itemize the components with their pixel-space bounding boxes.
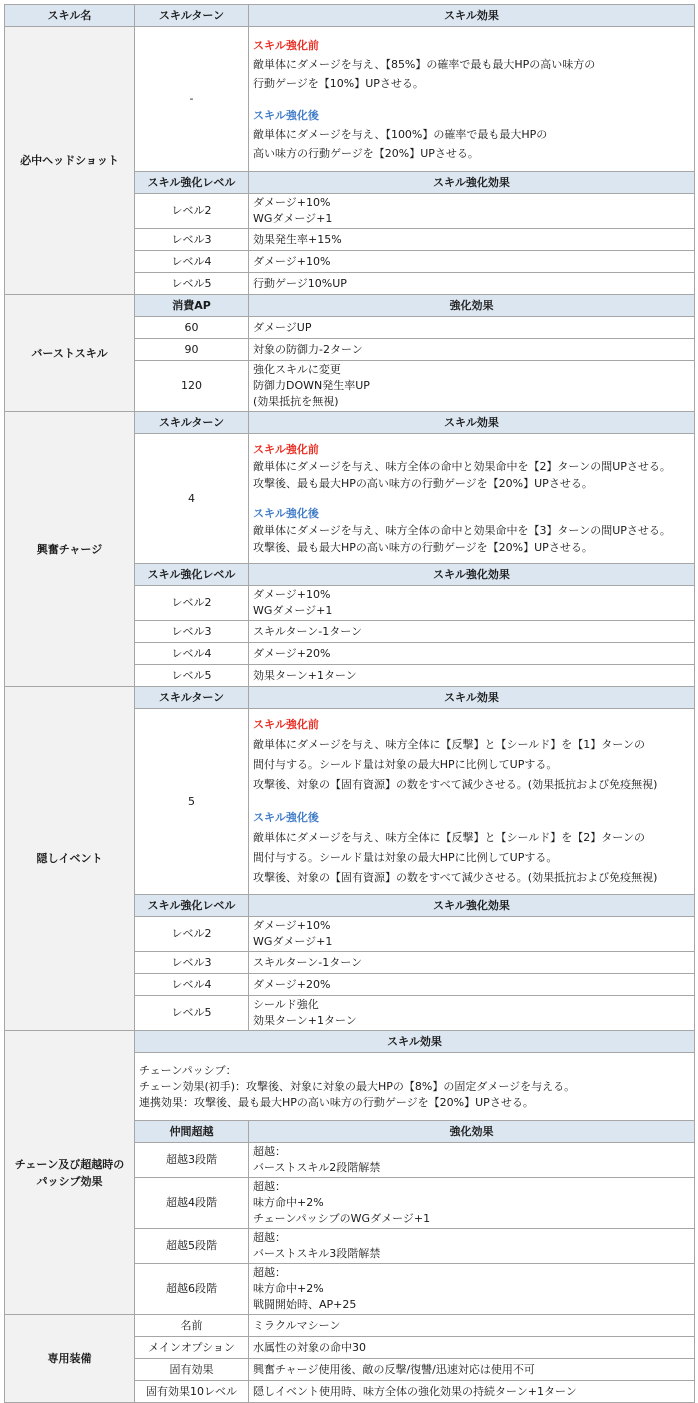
s2-turn-header: スキルターン <box>135 412 249 434</box>
header-skill-turn: スキルターン <box>135 5 249 27</box>
effect-line: 効果ターン+1ターン <box>253 1014 357 1027</box>
s1-level-effect: 行動ゲージ10%UP <box>249 273 695 295</box>
passive-text <box>135 1053 695 1121</box>
s3-after-line: 敵単体にダメージを与え、味方全体に【反撃】と【シールド】を【2】ターンの <box>253 831 645 844</box>
passive-header-row <box>5 1031 695 1053</box>
passive-text-line: 連携効果：攻撃後、最も最大HPの高い味方の行動ゲージを【20%】UPさせる。 <box>139 1095 534 1109</box>
passive-stage-header: 仲間超越 <box>135 1121 249 1143</box>
burst-ap: 60 <box>135 317 249 339</box>
effect-line: 戦闘開始時、AP+25 <box>253 1298 357 1311</box>
s1-level-effect: ダメージ+10% <box>249 251 695 273</box>
passive-stage: 超越5段階 <box>135 1229 249 1264</box>
s1-level-effect <box>249 194 695 229</box>
s2-level-effect <box>249 586 695 621</box>
s1-main-row <box>5 27 695 172</box>
s3-level-effect-header: スキル強化効果 <box>249 895 695 917</box>
s3-after-label: スキル強化後 <box>253 811 319 824</box>
burst-ap-header: 消費AP <box>135 295 249 317</box>
spacer <box>253 93 690 106</box>
s3-before-line: 敵単体にダメージを与え、味方全体に【反撃】と【シールド】を【1】ターンの <box>253 738 645 751</box>
s1-level-effect: 効果発生率+15% <box>249 229 695 251</box>
passive-name-line: パッシブ効果 <box>36 1174 103 1188</box>
s3-effect-header: スキル効果 <box>249 687 695 709</box>
s2-level-effect: ダメージ+20% <box>249 643 695 665</box>
effect-line: シールド強化 <box>253 998 319 1011</box>
effect-line: ダメージ+10% <box>253 919 331 932</box>
burst-ap: 120 <box>135 361 249 412</box>
passive-stage-effect-header: 強化効果 <box>249 1121 695 1143</box>
effect-line: WGダメージ+1 <box>253 212 333 225</box>
effect-line: 強化スキルに変更 <box>253 363 341 376</box>
s1-before-line: 行動ゲージを【10%】UPさせる。 <box>253 76 424 90</box>
passive-text-line: チェーン効果(初手)：攻撃後、対象に対象の最大HPの【8%】の固定ダメージを与える。 <box>139 1079 576 1093</box>
gear-value: 興奮チャージ使用後、敵の反撃/復讐/迅速対応は使用不可 <box>249 1359 695 1381</box>
s2-level: レベル4 <box>135 643 249 665</box>
effect-line: バーストスキル2段階解禁 <box>253 1161 381 1174</box>
s3-effect <box>249 709 695 895</box>
s2-turn: 4 <box>135 434 249 564</box>
s1-before-line: 敵単体にダメージを与え、【85%】の確率で最も最大HPの高い味方の <box>253 57 596 71</box>
s1-level: レベル3 <box>135 229 249 251</box>
s1-level: レベル5 <box>135 273 249 295</box>
table-header-row <box>5 5 695 27</box>
passive-name <box>5 1031 135 1315</box>
s1-after-line: 敵単体にダメージを与え、【100%】の確率で最も最大HPの <box>253 127 548 141</box>
burst-header-row <box>5 295 695 317</box>
passive-stage-effect <box>249 1178 695 1229</box>
effect-line: WGダメージ+1 <box>253 604 333 617</box>
s2-level-effect: スキルターン-1ターン <box>249 621 695 643</box>
s3-turn-header: スキルターン <box>135 687 249 709</box>
passive-text-line: チェーンパッシブ： <box>139 1063 237 1077</box>
s1-before-label: スキル強化前 <box>253 38 319 52</box>
s3-after-line: 攻撃後、対象の【固有資源】の数をすべて減少させる。(効果抵抗および免疫無視) <box>253 871 658 884</box>
gear-key: 名前 <box>135 1315 249 1337</box>
effect-line: ダメージ+10% <box>253 196 331 209</box>
s2-level-effect-header: スキル強化効果 <box>249 564 695 586</box>
s3-before-line: 攻撃後、対象の【固有資源】の数をすべて減少させる。(効果抵抗および免疫無視) <box>253 778 658 791</box>
s3-after-line: 間付与する。シールド量は対象の最大HPに比例してUPする。 <box>253 851 558 864</box>
s1-effect <box>249 27 695 172</box>
s1-level-effect-header: スキル強化効果 <box>249 172 695 194</box>
s2-level-header: スキル強化レベル <box>135 564 249 586</box>
effect-line: 味方命中+2% <box>253 1196 324 1209</box>
s3-level-effect: スキルターン-1ターン <box>249 952 695 974</box>
effect-line: 超越： <box>253 1266 286 1279</box>
s2-level: レベル3 <box>135 621 249 643</box>
effect-line: チェーンパッシブのWGダメージ+1 <box>253 1212 431 1225</box>
s1-level: レベル4 <box>135 251 249 273</box>
s2-effect <box>249 434 695 564</box>
s3-level-effect: ダメージ+20% <box>249 974 695 996</box>
s3-level: レベル4 <box>135 974 249 996</box>
effect-line: (効果抵抗を無視) <box>253 395 339 408</box>
s3-before-line: 間付与する。シールド量は対象の最大HPに比例してUPする。 <box>253 758 558 771</box>
passive-stage-effect <box>249 1143 695 1178</box>
s2-effect-header: スキル効果 <box>249 412 695 434</box>
passive-stage: 超越6段階 <box>135 1264 249 1315</box>
s3-level-effect <box>249 917 695 952</box>
effect-line: 超越： <box>253 1231 286 1244</box>
s1-name: 必中ヘッドショット <box>5 27 135 295</box>
s2-header-row <box>5 412 695 434</box>
spacer <box>253 492 690 505</box>
s1-after-label: スキル強化後 <box>253 108 319 122</box>
burst-effect <box>249 361 695 412</box>
passive-name-line: チェーン及び超越時の <box>14 1157 125 1171</box>
s3-turn: 5 <box>135 709 249 895</box>
passive-stage-effect <box>249 1229 695 1264</box>
s2-after-line: 攻撃後、最も最大HPの高い味方の行動ゲージを【20%】UPさせる。 <box>253 541 593 554</box>
s3-level: レベル5 <box>135 996 249 1031</box>
passive-effect-header: スキル効果 <box>135 1031 695 1053</box>
gear-name: 専用装備 <box>5 1315 135 1403</box>
passive-stage: 超越4段階 <box>135 1178 249 1229</box>
effect-line: WGダメージ+1 <box>253 935 333 948</box>
s2-before-label: スキル強化前 <box>253 443 319 456</box>
s3-level-header: スキル強化レベル <box>135 895 249 917</box>
effect-line: ダメージ+10% <box>253 588 331 601</box>
s2-level-effect: 効果ターン+1ターン <box>249 665 695 687</box>
spacer <box>253 795 690 808</box>
s3-level: レベル2 <box>135 917 249 952</box>
burst-effect-header: 強化効果 <box>249 295 695 317</box>
s2-before-line: 敵単体にダメージを与え、味方全体の命中と効果命中を【2】ターンの間UPさせる。 <box>253 460 671 473</box>
effect-line: 超越： <box>253 1145 286 1158</box>
s2-level: レベル2 <box>135 586 249 621</box>
burst-effect: ダメージUP <box>249 317 695 339</box>
s2-name: 興奮チャージ <box>5 412 135 687</box>
skill-table <box>4 4 695 1403</box>
s2-after-label: スキル強化後 <box>253 507 319 520</box>
s2-after-line: 敵単体にダメージを与え、味方全体の命中と効果命中を【3】ターンの間UPさせる。 <box>253 524 671 537</box>
effect-line: 超越： <box>253 1180 286 1193</box>
gear-value: ミラクルマシーン <box>249 1315 695 1337</box>
s3-name: 隠しイベント <box>5 687 135 1031</box>
effect-line: バーストスキル3段階解禁 <box>253 1247 381 1260</box>
effect-line: 防御力DOWN発生率UP <box>253 379 370 392</box>
skill-sheet <box>4 4 694 1403</box>
gear-value: 水属性の対象の命中30 <box>249 1337 695 1359</box>
s1-level-header: スキル強化レベル <box>135 172 249 194</box>
header-skill-effect: スキル効果 <box>249 5 695 27</box>
gear-value: 隠しイベント使用時、味方全体の強化効果の持続ターン+1ターン <box>249 1381 695 1403</box>
gear-key: メインオプション <box>135 1337 249 1359</box>
gear-key: 固有効果10レベル <box>135 1381 249 1403</box>
s3-level-effect <box>249 996 695 1031</box>
s3-header-row <box>5 687 695 709</box>
burst-name: バーストスキル <box>5 295 135 412</box>
table-row <box>5 1315 695 1337</box>
s2-level: レベル5 <box>135 665 249 687</box>
passive-stage-effect <box>249 1264 695 1315</box>
s3-before-label: スキル強化前 <box>253 718 319 731</box>
s1-turn: - <box>135 27 249 172</box>
header-skill-name: スキル名 <box>5 5 135 27</box>
s2-before-line: 攻撃後、最も最大HPの高い味方の行動ゲージを【20%】UPさせる。 <box>253 477 593 490</box>
s3-level: レベル3 <box>135 952 249 974</box>
effect-line: 味方命中+2% <box>253 1282 324 1295</box>
gear-key: 固有効果 <box>135 1359 249 1381</box>
s1-level: レベル2 <box>135 194 249 229</box>
burst-effect: 対象の防御力-2ターン <box>249 339 695 361</box>
s1-after-line: 高い味方の行動ゲージを【20%】UPさせる。 <box>253 146 479 160</box>
passive-stage: 超越3段階 <box>135 1143 249 1178</box>
burst-ap: 90 <box>135 339 249 361</box>
